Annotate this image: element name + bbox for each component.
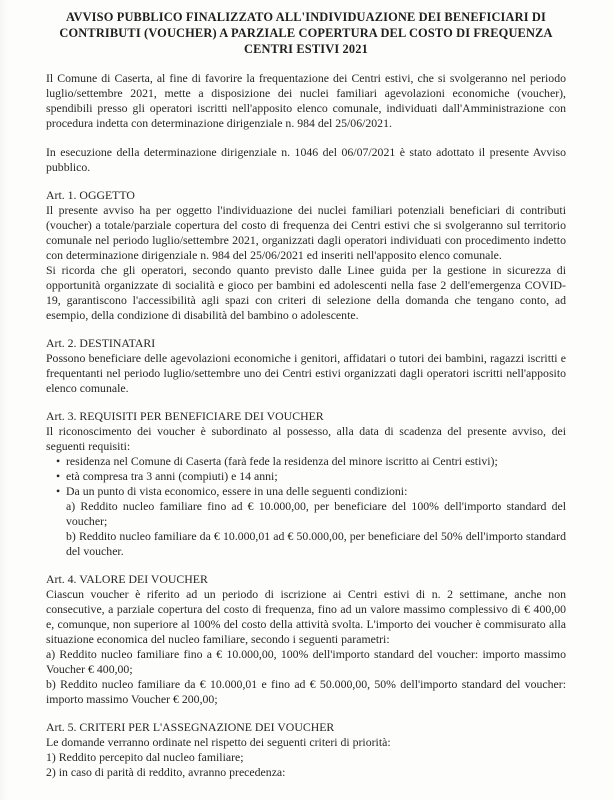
- document-title-line2: CONTRIBUTI (VOUCHER) A PARZIALE COPERTURA DEL COSTO DI FREQUENZA: [59, 26, 553, 40]
- economic-condition-intro: Da un punto di vista economico, essere in una delle seguenti condizioni:: [66, 484, 408, 498]
- art5-criterion-2: 2) in caso di parità di reddito, avranno precedenza:: [46, 765, 286, 779]
- section-art5: [46, 720, 566, 780]
- art4-paragraph-1: Ciascun voucher è riferito ad un periodo di iscrizione ai Centri estivi di n. 2 settimane, anche non consecutive, a parziale copertura del costo di frequenza, fino ad un valore massimo complessivo di € 400,00 e, comunque, non superiore al 100% del costo della attività svolta. L'importo dei voucher è commisurato alla situazione economica del nucleo familiare, secondo i seguenti parametri:: [46, 587, 566, 646]
- requirements-list: [46, 454, 566, 559]
- section-art2: [46, 336, 566, 396]
- requirement-item-residence: [46, 454, 566, 469]
- requirement-item-age: [46, 469, 566, 484]
- art4-item-b: b) Reddito nucleo familiare da € 10.000,01 e fino ad € 50.000,00, 50% dell'importo standard del voucher: importo massimo Voucher € 200,00;: [46, 677, 566, 706]
- requirement-text: [66, 484, 566, 559]
- art1-paragraph-1: Il presente avviso ha per oggetto l'individuazione dei nuclei familiari potenziali beneficiari di contributi (voucher) a totale/parziale copertura del costo di frequenza dei Centri estivi che si svolgeranno sul territorio comunale nel periodo luglio/settembre 2021, organizzati dagli operatori individuati con procedimento indetto con determinazione dirigenziale n. 984 del 25/06/2021 ed inseriti nell'apposito elenco comunale.: [46, 203, 566, 262]
- requirement-text: età compresa tra 3 anni (compiuti) e 14 anni;: [66, 469, 278, 483]
- requirement-item-economic: [46, 484, 566, 559]
- document-title-line3: CENTRI ESTIVI 2021: [244, 42, 368, 56]
- art4-heading: Art. 4. VALORE DEI VOUCHER: [46, 572, 208, 586]
- economic-condition-b: b) Reddito nucleo familiare da € 10.000,01 ad € 50.000,00, per beneficiare del 50% dell'importo standard del voucher.: [66, 529, 566, 558]
- bullet-icon: •: [56, 454, 61, 468]
- art3-heading: Art. 3. REQUISITI PER BENEFICIARE DEI VOUCHER: [46, 409, 324, 423]
- art2-heading: Art. 2. DESTINATARI: [46, 336, 156, 350]
- economic-condition-a: a) Reddito nucleo familiare fino ad € 10.000,00, per beneficiare del 100% dell'importo standard del voucher;: [66, 499, 566, 528]
- art5-criterion-1: 1) Reddito percepito dal nucleo familiare;: [46, 750, 244, 764]
- bullet-icon: •: [56, 484, 61, 498]
- art2-paragraph-1: Possono beneficiare delle agevolazioni economiche i genitori, affidatari o tutori dei bambini, ragazzi iscritti e frequentanti nel periodo luglio/settembre uno dei Centri estivi organizzati dagli operatori iscritti nell'apposito elenco comunale.: [46, 351, 566, 395]
- art3-intro: Il riconoscimento dei voucher è subordinato al possesso, alla data di scadenza del presente avviso, dei seguenti requisiti:: [46, 424, 566, 453]
- section-art4: [46, 572, 566, 707]
- section-art3: [46, 409, 566, 559]
- art5-intro: Le domande verranno ordinate nel rispetto dei seguenti criteri di priorità:: [46, 735, 391, 749]
- intro-paragraph-2: In esecuzione della determinazione dirigenziale n. 1046 del 06/07/2021 è stato adottato il presente Avviso pubblico.: [46, 145, 566, 174]
- art1-paragraph-2: Si ricorda che gli operatori, secondo quanto previsto dalle Linee guida per la gestione in sicurezza di opportunità organizzate di socialità e gioco per bambini ed adolescenti nella fase 2 dell'emergenza COVID-19, garantiscono l'accessibilità agli spazi con criteri di selezione della domanda che tengano conto, ad esempio, della condizione di disabilità del bambino o adolescente.: [46, 263, 566, 322]
- art1-heading: Art. 1. OGGETTO: [46, 188, 135, 202]
- document-title: [46, 9, 566, 57]
- requirement-text: residenza nel Comune di Caserta (farà fede la residenza del minore iscritto ai Centri estivi);: [66, 454, 498, 468]
- bullet-icon: •: [56, 469, 61, 483]
- section-art1: [46, 188, 566, 323]
- art4-item-a: a) Reddito nucleo familiare fino a € 10.000,00, 100% dell'importo standard del voucher: importo massimo Voucher € 400,00;: [46, 647, 566, 676]
- document-title-line1: AVVISO PUBBLICO FINALIZZATO ALL'INDIVIDUAZIONE DEI BENEFICIARI DI: [65, 10, 546, 24]
- art5-heading: Art. 5. CRITERI PER L'ASSEGNAZIONE DEI VOUCHER: [46, 720, 335, 734]
- intro-paragraph-1: Il Comune di Caserta, al fine di favorire la frequentazione dei Centri estivi, che si svolgeranno nel periodo luglio/settembre 2021, mette a disposizione dei nuclei familiari agevolazioni economiche (voucher), spendibili presso gli operatori iscritti nell'apposito elenco comunale, individuati dall'Amministrazione con procedura indetta con determinazione dirigenziale n. 984 del 25/06/2021.: [46, 71, 566, 130]
